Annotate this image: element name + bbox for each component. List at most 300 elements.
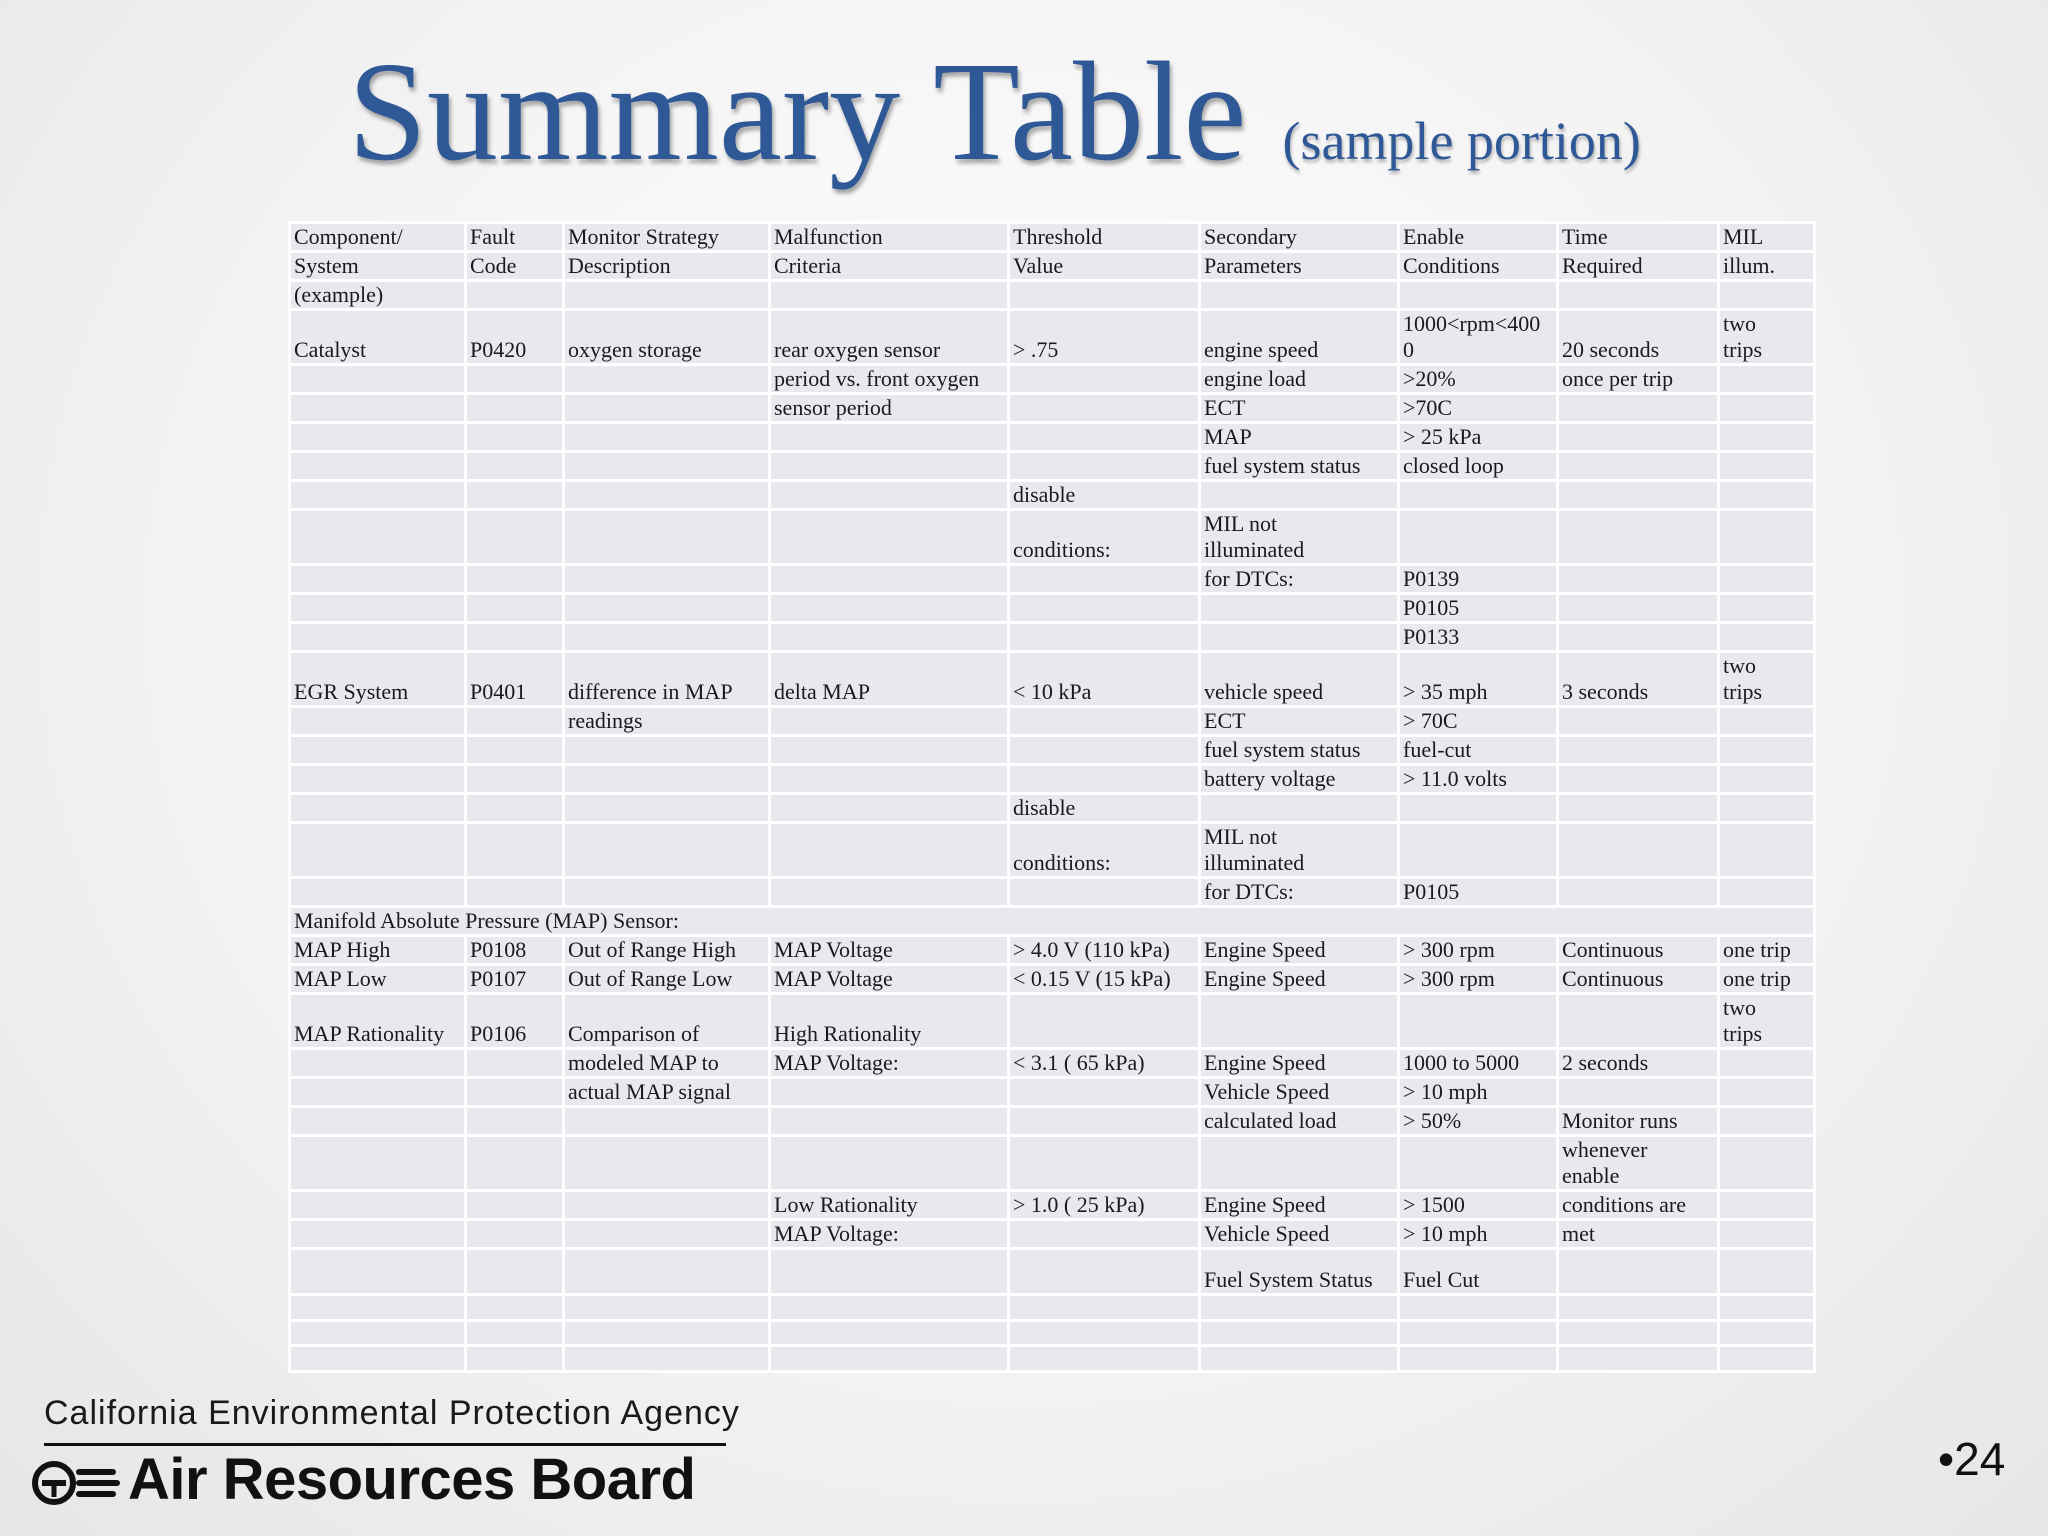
table-cell: > 300 rpm	[1399, 936, 1558, 965]
table-row	[290, 652, 1815, 707]
table-cell	[466, 1049, 564, 1078]
table-cell	[1200, 1295, 1399, 1321]
table-cell	[1009, 994, 1200, 1049]
table-cell: vehicle speed	[1200, 652, 1399, 707]
table-cell	[564, 765, 770, 794]
table-cell: sensor period	[770, 394, 1009, 423]
table-cell	[290, 594, 466, 623]
table-header-cell: Conditions	[1399, 252, 1558, 281]
table-cell	[1399, 794, 1558, 823]
table-cell: Vehicle Speed	[1200, 1078, 1399, 1107]
table-cell	[564, 1295, 770, 1321]
table-cell	[290, 1191, 466, 1220]
table-cell	[1009, 1136, 1200, 1191]
table-cell	[1200, 594, 1399, 623]
table-cell	[1200, 1346, 1399, 1372]
table-cell	[290, 707, 466, 736]
table-cell	[290, 1107, 466, 1136]
table-cell	[564, 365, 770, 394]
table-cell	[1009, 452, 1200, 481]
table-cell: P0105	[1399, 878, 1558, 907]
table-cell: P0401	[466, 652, 564, 707]
table-cell	[1558, 794, 1719, 823]
table-cell	[1719, 452, 1815, 481]
table-cell: Fuel Cut	[1399, 1249, 1558, 1295]
table-cell	[770, 423, 1009, 452]
table-cell	[466, 765, 564, 794]
table-row	[290, 1136, 1815, 1191]
table-cell	[1399, 281, 1558, 310]
table-cell: > 50%	[1399, 1107, 1558, 1136]
table-cell	[1558, 394, 1719, 423]
table-cell	[1009, 565, 1200, 594]
table-row	[290, 252, 1815, 281]
table-row	[290, 1107, 1815, 1136]
table-cell: readings	[564, 707, 770, 736]
table-cell: Vehicle Speed	[1200, 1220, 1399, 1249]
table-cell	[466, 423, 564, 452]
table-cell	[466, 365, 564, 394]
table-cell: > 25 kPa	[1399, 423, 1558, 452]
table-cell	[1719, 594, 1815, 623]
table-row	[290, 1220, 1815, 1249]
table-cell: MIL not illuminated	[1200, 823, 1399, 878]
table-cell	[1558, 736, 1719, 765]
table-header-cell: Enable	[1399, 223, 1558, 252]
table-header-cell: Parameters	[1200, 252, 1399, 281]
table-cell	[466, 481, 564, 510]
table-cell	[466, 1295, 564, 1321]
table-cell: rear oxygen sensor	[770, 310, 1009, 365]
table-cell	[290, 394, 466, 423]
table-row	[290, 510, 1815, 565]
table-cell	[466, 281, 564, 310]
table-cell	[1558, 1346, 1719, 1372]
table-cell: < 0.15 V (15 kPa)	[1009, 965, 1200, 994]
table-cell: > .75	[1009, 310, 1200, 365]
table-cell: >20%	[1399, 365, 1558, 394]
table-cell	[466, 1191, 564, 1220]
table-cell	[1719, 1295, 1815, 1321]
table-cell	[564, 1191, 770, 1220]
table-row	[290, 481, 1815, 510]
arb-logo-icon	[32, 1453, 122, 1513]
table-cell: conditions:	[1009, 823, 1200, 878]
table-cell: disable	[1009, 794, 1200, 823]
table-cell	[466, 707, 564, 736]
table-cell	[466, 1220, 564, 1249]
table-cell	[564, 594, 770, 623]
table-header-cell: Secondary	[1200, 223, 1399, 252]
table-cell	[1719, 423, 1815, 452]
table-cell: MAP Voltage:	[770, 1220, 1009, 1249]
table-cell	[290, 565, 466, 594]
table-cell	[290, 765, 466, 794]
table-cell	[1719, 878, 1815, 907]
table-cell: Engine Speed	[1200, 1191, 1399, 1220]
table-cell	[466, 1321, 564, 1346]
table-cell	[1558, 765, 1719, 794]
table-header-cell: Time	[1558, 223, 1719, 252]
table-header-cell: Malfunction	[770, 223, 1009, 252]
table-row	[290, 707, 1815, 736]
table-cell	[466, 1249, 564, 1295]
table-cell	[1200, 1136, 1399, 1191]
table-cell: > 300 rpm	[1399, 965, 1558, 994]
table-cell	[770, 1249, 1009, 1295]
table-cell	[1558, 1321, 1719, 1346]
table-cell	[1200, 794, 1399, 823]
table-cell	[1719, 736, 1815, 765]
table-cell	[770, 707, 1009, 736]
table-cell	[1719, 481, 1815, 510]
table-row	[290, 765, 1815, 794]
table-cell: 1000 to 5000	[1399, 1049, 1558, 1078]
table-cell	[1009, 1295, 1200, 1321]
table-row	[290, 965, 1815, 994]
table-cell	[466, 1107, 564, 1136]
table-cell: MAP Voltage:	[770, 1049, 1009, 1078]
table-cell	[564, 481, 770, 510]
table-row	[290, 1191, 1815, 1220]
table-cell	[290, 736, 466, 765]
table-cell	[1558, 823, 1719, 878]
table-cell: MAP Low	[290, 965, 466, 994]
table-cell	[1009, 878, 1200, 907]
table-cell	[770, 623, 1009, 652]
table-cell: delta MAP	[770, 652, 1009, 707]
table-cell	[290, 878, 466, 907]
table-cell	[770, 1321, 1009, 1346]
table-cell	[1719, 394, 1815, 423]
table-cell: Engine Speed	[1200, 965, 1399, 994]
table-cell: oxygen storage	[564, 310, 770, 365]
table-cell	[1399, 1295, 1558, 1321]
table-row	[290, 394, 1815, 423]
table-cell: period vs. front oxygen	[770, 365, 1009, 394]
table-cell	[564, 565, 770, 594]
table-cell	[466, 623, 564, 652]
table-cell: ECT	[1200, 394, 1399, 423]
table-cell	[466, 1136, 564, 1191]
table-cell: P0139	[1399, 565, 1558, 594]
table-cell: Low Rationality	[770, 1191, 1009, 1220]
table-cell	[1719, 565, 1815, 594]
table-cell: 1000<rpm<400 0	[1399, 310, 1558, 365]
slide-title: Summary Table	[348, 32, 1247, 190]
table-cell	[564, 1136, 770, 1191]
table-cell	[770, 823, 1009, 878]
table-row	[290, 594, 1815, 623]
table-cell	[1558, 994, 1719, 1049]
table-cell: > 10 mph	[1399, 1220, 1558, 1249]
table-cell	[1399, 1346, 1558, 1372]
table-cell: > 1.0 ( 25 kPa)	[1009, 1191, 1200, 1220]
table-cell	[466, 823, 564, 878]
table-cell: fuel system status	[1200, 452, 1399, 481]
table-cell: > 10 mph	[1399, 1078, 1558, 1107]
table-cell: difference in MAP	[564, 652, 770, 707]
table-cell: actual MAP signal	[564, 1078, 770, 1107]
table-cell	[290, 823, 466, 878]
table-cell: for DTCs:	[1200, 878, 1399, 907]
table-cell	[1399, 1136, 1558, 1191]
table-cell	[466, 594, 564, 623]
table-header-cell: Component/	[290, 223, 466, 252]
table-cell	[1399, 1321, 1558, 1346]
table-row	[290, 365, 1815, 394]
table-cell: P0133	[1399, 623, 1558, 652]
table-cell: conditions:	[1009, 510, 1200, 565]
table-header-cell: MIL	[1719, 223, 1815, 252]
table-header-cell: Monitor Strategy	[564, 223, 770, 252]
table-cell	[1399, 994, 1558, 1049]
table-cell	[290, 794, 466, 823]
table-cell: once per trip	[1558, 365, 1719, 394]
table-cell: MAP Voltage	[770, 965, 1009, 994]
table-cell	[290, 623, 466, 652]
table-cell	[290, 1346, 466, 1372]
table-cell	[770, 794, 1009, 823]
table-cell: 20 seconds	[1558, 310, 1719, 365]
table-cell	[770, 736, 1009, 765]
table-cell	[466, 794, 564, 823]
table-cell: >70C	[1399, 394, 1558, 423]
table-cell	[1009, 1249, 1200, 1295]
table-row	[290, 623, 1815, 652]
table-cell	[290, 1136, 466, 1191]
table-cell	[1200, 623, 1399, 652]
table-header-cell: Value	[1009, 252, 1200, 281]
table-header-cell: Fault	[466, 223, 564, 252]
table-cell	[1558, 594, 1719, 623]
table-cell: modeled MAP to	[564, 1049, 770, 1078]
table-cell: fuel-cut	[1399, 736, 1558, 765]
table-cell	[290, 481, 466, 510]
table-cell	[290, 1049, 466, 1078]
table-cell: Fuel System Status	[1200, 1249, 1399, 1295]
table-header-cell: Description	[564, 252, 770, 281]
table-row	[290, 1049, 1815, 1078]
table-row	[290, 310, 1815, 365]
table-row	[290, 1346, 1815, 1372]
table-cell: > 4.0 V (110 kPa)	[1009, 936, 1200, 965]
table-cell: Comparison of	[564, 994, 770, 1049]
table-cell	[564, 1220, 770, 1249]
table-cell	[1009, 765, 1200, 794]
table-cell	[1719, 365, 1815, 394]
table-cell: ECT	[1200, 707, 1399, 736]
table-cell	[1558, 452, 1719, 481]
table-cell	[1719, 707, 1815, 736]
table-cell	[1009, 394, 1200, 423]
table-header-cell: System	[290, 252, 466, 281]
table-section-header: Manifold Absolute Pressure (MAP) Sensor:	[290, 907, 1815, 936]
table-header-cell: Threshold	[1009, 223, 1200, 252]
table-cell: < 3.1 ( 65 kPa)	[1009, 1049, 1200, 1078]
table-header-cell: Criteria	[770, 252, 1009, 281]
table-cell	[564, 623, 770, 652]
table-cell: > 35 mph	[1399, 652, 1558, 707]
table-cell	[770, 565, 1009, 594]
table-row	[290, 423, 1815, 452]
table-cell	[290, 452, 466, 481]
table-cell	[1719, 281, 1815, 310]
table-cell: P0108	[466, 936, 564, 965]
table-header-cell: illum.	[1719, 252, 1815, 281]
table-row	[290, 281, 1815, 310]
table-cell	[466, 1078, 564, 1107]
table-cell: P0105	[1399, 594, 1558, 623]
table-cell	[1399, 510, 1558, 565]
table-cell: Engine Speed	[1200, 936, 1399, 965]
table-cell: one trip	[1719, 965, 1815, 994]
table-cell	[1399, 823, 1558, 878]
table-cell	[770, 481, 1009, 510]
table-cell: MAP	[1200, 423, 1399, 452]
table-cell: conditions are	[1558, 1191, 1719, 1220]
table-row	[290, 1078, 1815, 1107]
slide-subtitle: (sample portion)	[1282, 111, 1641, 171]
table-header-cell: Code	[466, 252, 564, 281]
footer-agency-name: California Environmental Protection Agency	[44, 1394, 740, 1432]
table-row	[290, 452, 1815, 481]
table-cell	[1719, 1346, 1815, 1372]
table-row	[290, 1249, 1815, 1295]
table-cell: for DTCs:	[1200, 565, 1399, 594]
table-cell: > 1500	[1399, 1191, 1558, 1220]
table-cell	[1719, 623, 1815, 652]
table-cell	[770, 594, 1009, 623]
table-cell	[1009, 1220, 1200, 1249]
table-cell	[1719, 1107, 1815, 1136]
table-cell	[290, 1249, 466, 1295]
table-cell: P0106	[466, 994, 564, 1049]
table-cell	[1558, 281, 1719, 310]
table-cell	[770, 281, 1009, 310]
table-cell	[1009, 365, 1200, 394]
table-cell	[1558, 878, 1719, 907]
table-cell	[1719, 1049, 1815, 1078]
table-cell: two trips	[1719, 652, 1815, 707]
table-cell	[564, 794, 770, 823]
table-row	[290, 936, 1815, 965]
table-cell: MAP Rationality	[290, 994, 466, 1049]
table-cell: met	[1558, 1220, 1719, 1249]
table-cell	[466, 736, 564, 765]
table-cell	[1558, 623, 1719, 652]
table-cell	[1558, 1295, 1719, 1321]
table-cell	[466, 1346, 564, 1372]
table-cell	[770, 1078, 1009, 1107]
table-row	[290, 878, 1815, 907]
table-cell: battery voltage	[1200, 765, 1399, 794]
table-cell: Out of Range High	[564, 936, 770, 965]
footer-board-name: Air Resources Board	[128, 1447, 696, 1512]
table-cell	[1719, 1249, 1815, 1295]
table-cell	[1009, 736, 1200, 765]
table-cell: P0420	[466, 310, 564, 365]
table-cell	[770, 452, 1009, 481]
table-cell	[564, 1346, 770, 1372]
table-cell: two trips	[1719, 310, 1815, 365]
table-cell	[770, 765, 1009, 794]
table-row	[290, 823, 1815, 878]
table-cell	[466, 565, 564, 594]
table-cell	[1558, 481, 1719, 510]
table-cell	[564, 736, 770, 765]
table-cell	[1009, 623, 1200, 652]
table-cell: (example)	[290, 281, 466, 310]
table-cell	[1009, 1346, 1200, 1372]
table-cell	[1009, 423, 1200, 452]
summary-table	[288, 221, 1816, 1373]
table-cell: whenever enable	[1558, 1136, 1719, 1191]
table-cell	[1558, 1078, 1719, 1107]
table-cell	[1009, 1321, 1200, 1346]
table-cell: > 11.0 volts	[1399, 765, 1558, 794]
table-cell: < 10 kPa	[1009, 652, 1200, 707]
table-cell: Continuous	[1558, 965, 1719, 994]
table-cell: Continuous	[1558, 936, 1719, 965]
table-row	[290, 794, 1815, 823]
table-cell	[1009, 1078, 1200, 1107]
table-cell: engine speed	[1200, 310, 1399, 365]
table-cell	[466, 878, 564, 907]
table-row	[290, 994, 1815, 1049]
table-cell: two trips	[1719, 994, 1815, 1049]
table-cell: Engine Speed	[1200, 1049, 1399, 1078]
table-cell	[770, 1107, 1009, 1136]
table-cell	[1558, 707, 1719, 736]
table-cell	[564, 452, 770, 481]
table-cell	[1719, 510, 1815, 565]
table-cell: Catalyst	[290, 310, 466, 365]
table-cell	[1200, 994, 1399, 1049]
table-cell	[1009, 594, 1200, 623]
table-cell	[290, 1078, 466, 1107]
table-cell	[770, 1136, 1009, 1191]
table-cell	[1719, 765, 1815, 794]
table-cell	[1719, 1078, 1815, 1107]
table-header-cell: Required	[1558, 252, 1719, 281]
table-cell	[770, 1295, 1009, 1321]
table-cell	[1399, 481, 1558, 510]
table-cell	[564, 1107, 770, 1136]
table-cell	[564, 394, 770, 423]
table-cell: 2 seconds	[1558, 1049, 1719, 1078]
table-row	[290, 1295, 1815, 1321]
table-cell	[1558, 423, 1719, 452]
table-cell	[564, 281, 770, 310]
table-cell	[564, 423, 770, 452]
table-cell: 3 seconds	[1558, 652, 1719, 707]
table-cell	[290, 423, 466, 452]
table-cell	[290, 1295, 466, 1321]
table-cell	[564, 823, 770, 878]
table-cell	[1558, 565, 1719, 594]
table-cell: Monitor runs	[1558, 1107, 1719, 1136]
table-cell	[466, 510, 564, 565]
table-cell: P0107	[466, 965, 564, 994]
table-cell	[290, 1220, 466, 1249]
table-row	[290, 736, 1815, 765]
slide-title-block	[348, 32, 1641, 190]
table-cell: > 70C	[1399, 707, 1558, 736]
table-cell	[290, 1321, 466, 1346]
table-cell: Out of Range Low	[564, 965, 770, 994]
table-cell	[1719, 1321, 1815, 1346]
